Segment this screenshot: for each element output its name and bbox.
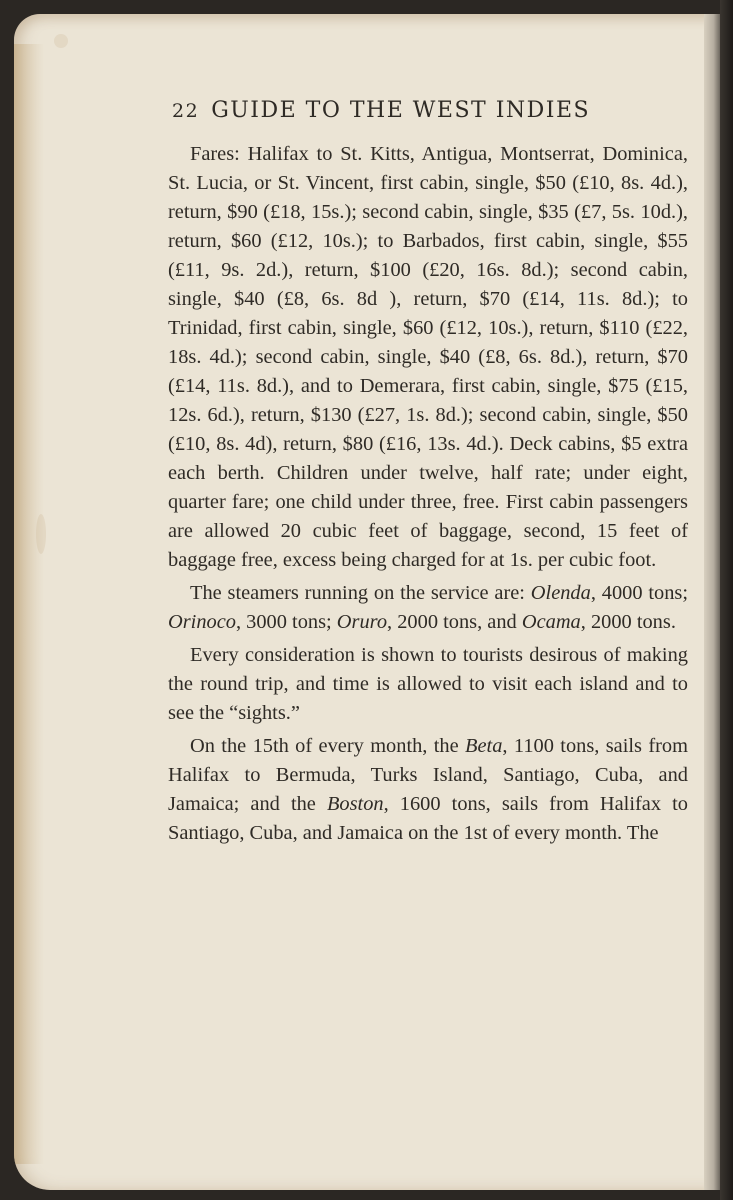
body-text — [168, 140, 688, 852]
text-run: , 3000 tons; — [235, 611, 337, 633]
page-number: 22 — [172, 100, 200, 122]
text-run: On the 15th of every month, the — [190, 735, 466, 757]
paragraph-steamers — [168, 579, 688, 637]
text-run: , 2000 tons, and — [387, 611, 522, 633]
text-run: , 4000 tons; — [590, 582, 688, 604]
book-spine — [720, 0, 733, 1200]
text-run: , 2000 tons. — [580, 611, 676, 633]
ship-name: Beta — [465, 735, 503, 757]
ship-name: Olenda — [530, 582, 591, 604]
paragraph-sailings — [168, 732, 688, 848]
paragraph-fares: Fares: Halifax to St. Kitts, Antigua, Montserrat, Dominica, St. Lucia, or St. Vincent, first cabin, single, $50 (£10, 8s. 4d.), return, $90 (£18, 15s.); second cabin, single, $35 (£7, 5s. 10d.), return, $60 (£12, 10s.); to Barbados, first cabin, single, $55 (£11, 9s. 2d.), return, $100 (£20, 16s. 8d.); second cabin, single, $40 (£8, 6s. 8d ), return, $70 (£14, 11s. 8d.); to Trinidad, first cabin, single, $60 (£12, 10s.), return, $110 (£22, 18s. 4d.); second cabin, single, $40 (£8, 6s. 8d.), return, $70 (£14, 11s. 8d.), and to Demerara, first cabin, single, $75 (£15, 12s. 6d.), return, $130 (£27, 1s. 8d.); second cabin, single, $50 (£10, 8s. 4d), return, $80 (£16, 13s. 4d.). Deck cabins, $5 extra each berth. Children under twelve, half rate; under eight, quarter fare; one child under three, free. First cabin passengers are allowed 20 cubic feet of baggage, second, 15 feet of baggage free, excess being charged for at 1s. per cubic foot. — [168, 143, 688, 571]
running-header — [172, 98, 692, 123]
page-gutter — [704, 14, 720, 1190]
text-run: The steamers running on the service are: — [190, 582, 531, 604]
running-title: GUIDE TO THE WEST INDIES — [211, 98, 591, 123]
text-run: , 1100 tons, sails from Halifax to Bermuda, Turks Island, Santiago, Cuba, and Jamaica; and the — [168, 735, 688, 815]
ship-name: Ocama — [521, 611, 581, 633]
ship-name: Boston — [326, 793, 384, 815]
ship-name: Orinoco — [168, 611, 236, 633]
paragraph-tourists: Every consideration is shown to tourists desirous of making the round trip, and time is allowed to visit each island and to see the “sights.” — [168, 644, 688, 724]
page-edge-shadow — [14, 44, 44, 1164]
paper-stain — [36, 514, 46, 554]
paper-stain — [54, 34, 68, 48]
ship-name: Oruro — [336, 611, 388, 633]
book-page — [14, 14, 720, 1190]
text-run: , 1600 tons, sails from Halifax to Santiago, Cuba, and Jamaica on the 1st of every month. The — [168, 793, 688, 844]
